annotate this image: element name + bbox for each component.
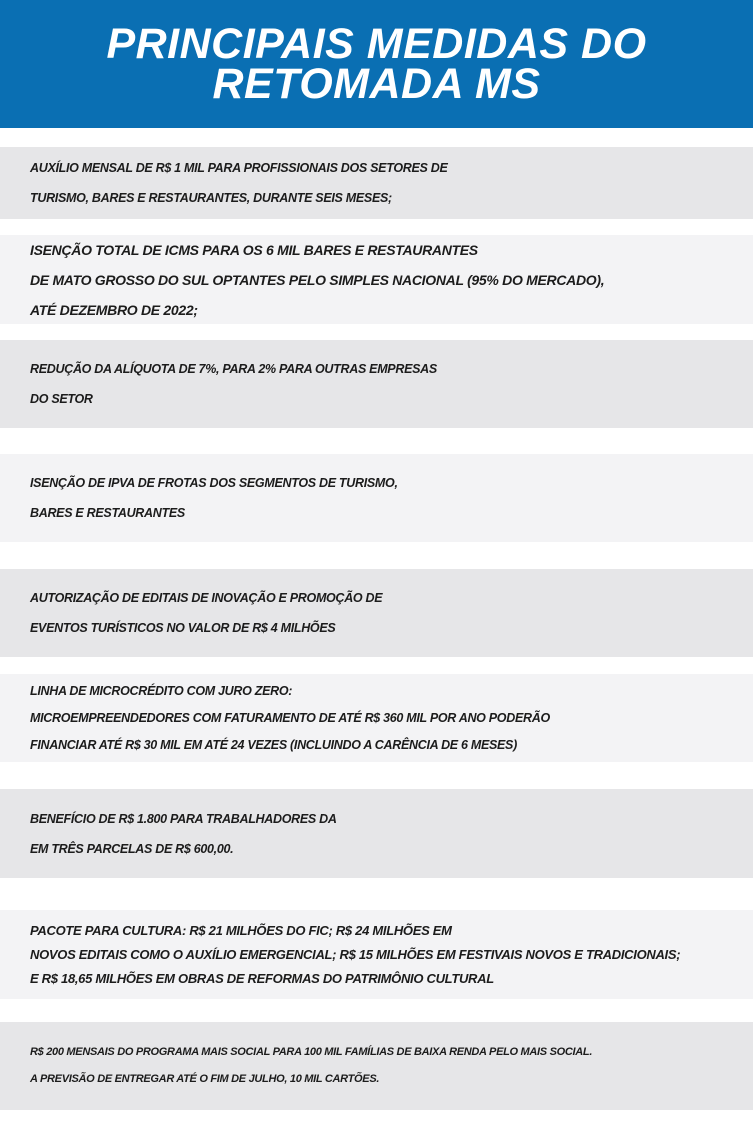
page-title-line-1: PRINCIPAIS MEDIDAS DO	[106, 20, 647, 68]
measure-text-line: ISENÇÃO DE IPVA DE FROTAS DOS SEGMENTOS DE TURISMO,	[30, 476, 398, 490]
measure-panel-editais-inovacao	[0, 569, 753, 657]
page-title-line-2: RETOMADA MS	[212, 60, 541, 108]
measure-text-line: PACOTE PARA CULTURA: R$ 21 MILHÕES DO FIC; R$ 24 MILHÕES EM	[30, 922, 452, 938]
measure-text-line: A PREVISÃO DE ENTREGAR ATÉ O FIM DE JULHO, 10 MIL CARTÕES.	[30, 1073, 380, 1085]
measure-text-line: BENEFÍCIO DE R$ 1.800 PARA TRABALHADORES DA	[30, 811, 337, 826]
measure-panel-isencao-ipva	[0, 454, 753, 542]
measure-text-line: NOVOS EDITAIS COMO O AUXÍLIO EMERGENCIAL; R$ 15 MILHÕES EM FESTIVAIS NOVOS E TRADICIONAIS;	[30, 946, 681, 962]
measure-panel-reducao-aliquota	[0, 340, 753, 428]
measure-text-line: ATÉ DEZEMBRO DE 2022;	[30, 301, 198, 318]
measure-text-line: REDUÇÃO DA ALÍQUOTA DE 7%, PARA 2% PARA OUTRAS EMPRESAS	[30, 362, 437, 376]
measure-panel-microcredito	[0, 674, 753, 762]
measure-text-line: ISENÇÃO TOTAL DE ICMS PARA OS 6 MIL BARES E RESTAURANTES	[30, 241, 478, 258]
measure-text-line: FINANCIAR ATÉ R$ 30 MIL EM ATÉ 24 VEZES (INCLUINDO A CARÊNCIA DE 6 MESES)	[30, 737, 517, 752]
page-header	[0, 0, 753, 128]
measure-text-line: R$ 200 MENSAIS DO PROGRAMA MAIS SOCIAL PARA 100 MIL FAMÍLIAS DE BAIXA RENDA PELO MAIS SOCIAL.	[30, 1046, 593, 1058]
measure-text-line: E R$ 18,65 MILHÕES EM OBRAS DE REFORMAS DO PATRIMÔNIO CULTURAL	[30, 970, 494, 986]
measure-panel-auxilio-mensal	[0, 147, 753, 219]
measure-text-line: TURISMO, BARES E RESTAURANTES, DURANTE SEIS MESES;	[30, 191, 392, 205]
measure-text-line: MICROEMPREENDEDORES COM FATURAMENTO DE ATÉ R$ 360 MIL POR ANO PODERÃO	[30, 710, 550, 725]
measure-text-line: LINHA DE MICROCRÉDITO COM JURO ZERO:	[30, 683, 293, 698]
measure-panel-isencao-icms	[0, 235, 753, 324]
measure-text-line: EVENTOS TURÍSTICOS NO VALOR DE R$ 4 MILHÕES	[30, 621, 336, 635]
measure-panel-pacote-cultura	[0, 910, 753, 999]
measure-panel-mais-social	[0, 1022, 753, 1110]
measure-text-line: AUXÍLIO MENSAL DE R$ 1 MIL PARA PROFISSIONAIS DOS SETORES DE	[30, 161, 448, 175]
measure-text-line: BARES E RESTAURANTES	[30, 506, 185, 520]
measure-text-line: DE MATO GROSSO DO SUL OPTANTES PELO SIMPLES NACIONAL (95% DO MERCADO),	[30, 271, 605, 288]
measure-panel-beneficio-trabalhadores	[0, 789, 753, 878]
measure-text-line: AUTORIZAÇÃO DE EDITAIS DE INOVAÇÃO E PROMOÇÃO DE	[30, 591, 383, 605]
measure-text-line: EM TRÊS PARCELAS DE R$ 600,00.	[30, 841, 234, 856]
measure-text-line: DO SETOR	[30, 392, 93, 406]
